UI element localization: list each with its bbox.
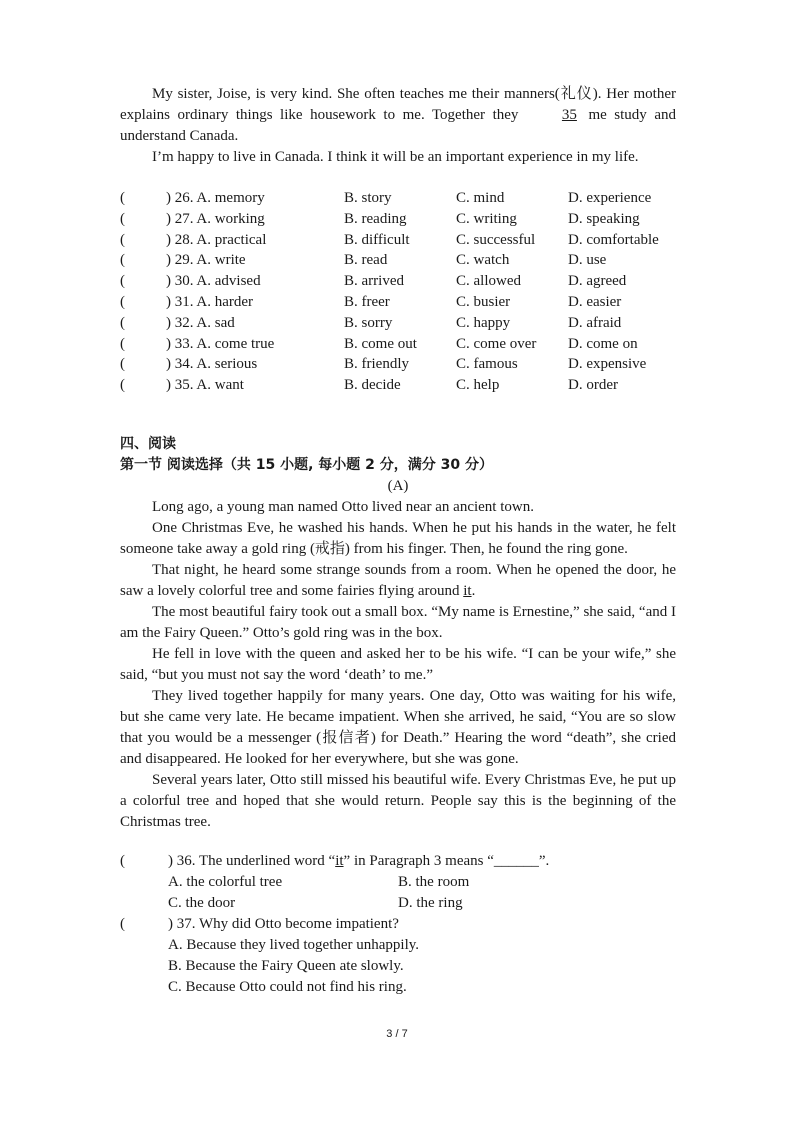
- cloze-question-row: ( ) 28. A. practical B. difficult C. successful D. comfortable: [120, 231, 659, 248]
- reading-paragraph: He fell in love with the queen and asked her to be his wife. “I can be your wife,” she said, “but you must not say the word ‘death’ to me.”: [120, 645, 676, 683]
- question-36: [120, 851, 676, 914]
- reading-paragraph: That night, he heard some strange sounds from a room. When he opened the door, he saw a lovely colorful tree and some fairies flying around it.: [120, 561, 676, 599]
- cloze-question-row: ( ) 35. A. want B. decide C. help D. order: [120, 377, 618, 394]
- passage-paragraph: [120, 84, 676, 147]
- underlined-word: it: [463, 582, 472, 599]
- reading-paragraph: Long ago, a young man named Otto lived near an ancient town.: [152, 498, 534, 515]
- question-stem: ( ) 36. The underlined word “ it ” in Paragraph 3 means “ ______ ”.: [120, 852, 550, 869]
- cloze-question-row: ( ) 30. A. advised B. arrived C. allowed D. agreed: [120, 273, 627, 290]
- cloze-options-list: [120, 188, 676, 396]
- paragraph-text: me study and understand Canada.: [120, 107, 676, 144]
- option-a: A. Because they lived together unhappily.: [168, 936, 420, 953]
- section-subheading: 第一节 阅读选择（共 15 小题, 每小题 2 分，满分 30 分）: [120, 456, 494, 473]
- section-heading: 四、阅读: [120, 435, 176, 452]
- option-a: A. the colorful tree: [168, 873, 283, 890]
- page-number: 3 / 7: [386, 1028, 408, 1040]
- option-c: C. the door: [168, 894, 236, 911]
- cloze-question-row: ( ) 32. A. sad B. sorry C. happy D. afraid: [120, 314, 622, 331]
- option-b: B. the room: [398, 873, 470, 890]
- reading-paragraph: One Christmas Eve, he washed his hands. When he put his hands in the water, he felt someone take away a gold ring (戒指) from his finger. Then, he found the ring gone.: [120, 519, 676, 557]
- reading-paragraph: The most beautiful fairy took out a small box. “My name is Ernestine,” she said, “and I am the Fairy Queen.” Otto’s gold ring was in the box.: [120, 603, 676, 641]
- cloze-question-row: ( ) 31. A. harder B. freer C. busier D. easier: [120, 293, 622, 310]
- passage-label: (A): [387, 477, 409, 494]
- cloze-question-row: ( ) 34. A. serious B. friendly C. famous D. expensive: [120, 356, 647, 373]
- cloze-question-row: ( ) 26. A. memory B. story C. mind D. experience: [120, 190, 652, 206]
- options-row: [120, 872, 676, 893]
- cloze-question-row: ( ) 27. A. working B. reading C. writing D. speaking: [120, 210, 640, 227]
- reading-paragraph: They lived together happily for many years. One day, Otto was waiting for his wife, but she came very late. He became impatient. When she arrived, he said, “You are so slow that you would be a messenger (报信者) for Death.” Hearing the word “death”, she cried and disappeared. He looked for her everywhere, but she was gone.: [120, 687, 676, 767]
- question-stem: ( ) 37. Why did Otto become impatient?: [120, 915, 399, 932]
- paragraph-text: My sister, Joise, is very kind. She often teaches me their manners(礼仪). Her mother explains ordinary things like housework to me. Together they: [120, 86, 676, 123]
- cloze-question-row: ( ) 33. A. come true B. come out C. come over D. come on: [120, 335, 638, 352]
- options-row: [120, 893, 676, 914]
- option-d: D. the ring: [398, 894, 463, 911]
- question-37: [120, 914, 676, 998]
- exam-page: [120, 84, 676, 998]
- cloze-question-row: ( ) 29. A. write B. read C. watch D. use: [120, 252, 607, 269]
- cloze-blank: 35: [561, 107, 577, 123]
- passage-paragraph: I’m happy to live in Canada. I think it will be an important experience in my life.: [152, 149, 639, 165]
- option-c: C. Because Otto could not find his ring.: [168, 978, 407, 995]
- reading-paragraph: Several years later, Otto still missed his beautiful wife. Every Christmas Eve, he put up a colorful tree and hoped that she would return. People say this is the beginning of the Christmas tree.: [120, 771, 676, 830]
- option-b: B. Because the Fairy Queen ate slowly.: [168, 957, 404, 974]
